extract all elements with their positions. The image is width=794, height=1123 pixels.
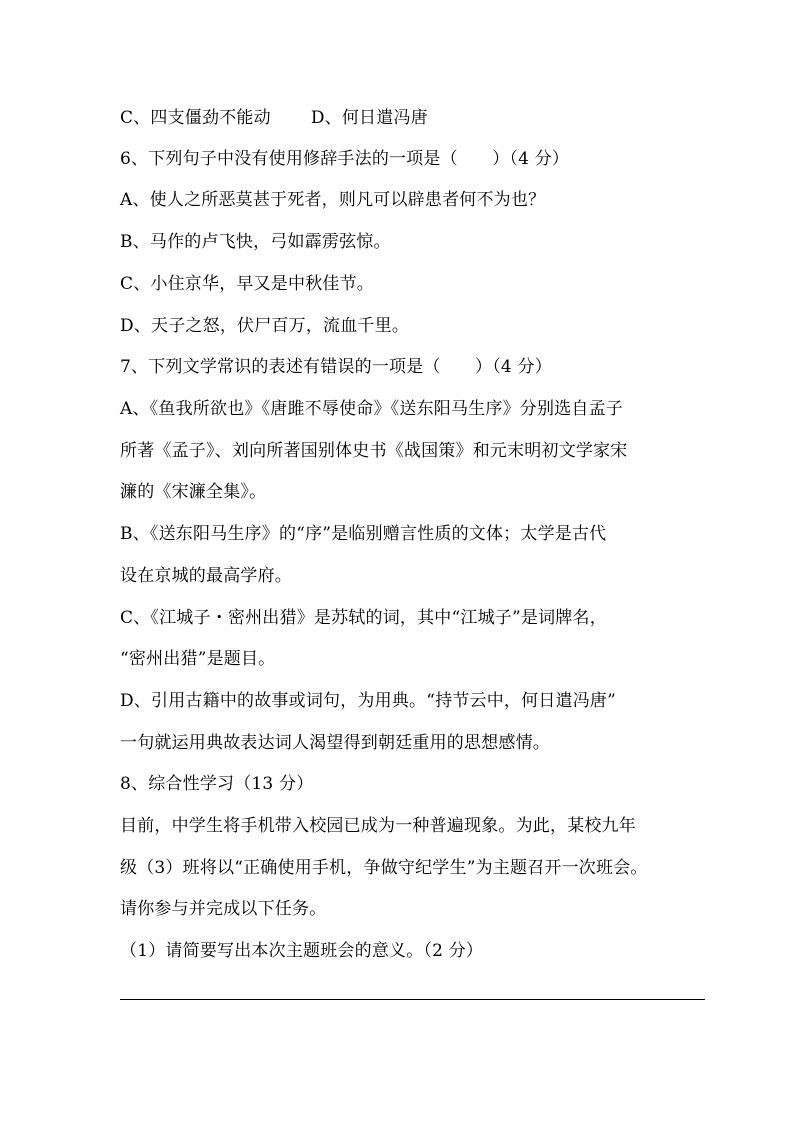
question-7-option-b-line-1: B、《送东阳马生序》的“序”是临别赠言性质的文体；太学是古代	[120, 524, 607, 544]
question-6-option-b: B、马作的卢飞快，弓如霹雳弦惊。	[120, 232, 391, 252]
question-6-stem: 6、下列句子中没有使用修辞手法的一项是（ ）（4 分）	[120, 149, 570, 169]
question-7-option-c-line-1: C、《江城子・密州出猎》是苏轼的词，其中“江城子”是词牌名，	[120, 608, 607, 628]
question-7-option-a-line-1: A、《鱼我所欲也》《唐雎不辱使命》《送东阳马生序》分别选自孟子	[120, 399, 623, 419]
option-d-text: D、何日遣冯唐	[310, 108, 428, 128]
question-8-heading: 8、综合性学习（13 分）	[120, 774, 314, 794]
question-6-option-c: C、小住京华，早又是中秋佳节。	[120, 274, 375, 294]
question-8-task-1: （1）请简要写出本次主题班会的意义。（2 分）	[120, 941, 484, 961]
question-6-option-a: A、使人之所恶莫甚于死者，则凡可以辟患者何不为也？	[120, 190, 546, 210]
question-8-intro-line-1: 目前，中学生将手机带入校园已成为一种普遍现象。为此，某校九年	[120, 816, 636, 836]
question-7-option-b-line-2: 设在京城的最高学府。	[120, 566, 292, 586]
question-7-option-a-line-3: 濂的《宋濂全集》。	[120, 482, 267, 502]
question-7-stem: 7、下列文学常识的表述有错误的一项是（ ）（4 分）	[120, 357, 552, 377]
question-7-option-c-line-2: “密州出猎”是题目。	[120, 649, 276, 669]
question-7-option-a-line-2: 所著《孟子》、刘向所著国别体史书《战国策》和元末明初文学家宋	[120, 441, 628, 461]
question-6-option-d: D、天子之怒，伏尸百万，流血千里。	[120, 316, 410, 336]
option-c-text: C、四支僵劲不能动	[120, 108, 271, 128]
option-c-d-row	[120, 107, 690, 129]
answer-blank-line	[120, 999, 705, 1000]
question-8-intro-line-2: 级（3）班将以“正确使用手机，争做守纪学生”为主题召开一次班会。	[120, 858, 648, 878]
question-8-intro-line-3: 请你参与并完成以下任务。	[120, 899, 327, 919]
question-7-option-d-line-1: D、引用古籍中的故事或词句，为用典。“持节云中，何日遣冯唐”	[120, 691, 617, 711]
question-7-option-d-line-2: 一句就运用典故表达词人渴望得到朝廷重用的思想感情。	[120, 733, 550, 753]
